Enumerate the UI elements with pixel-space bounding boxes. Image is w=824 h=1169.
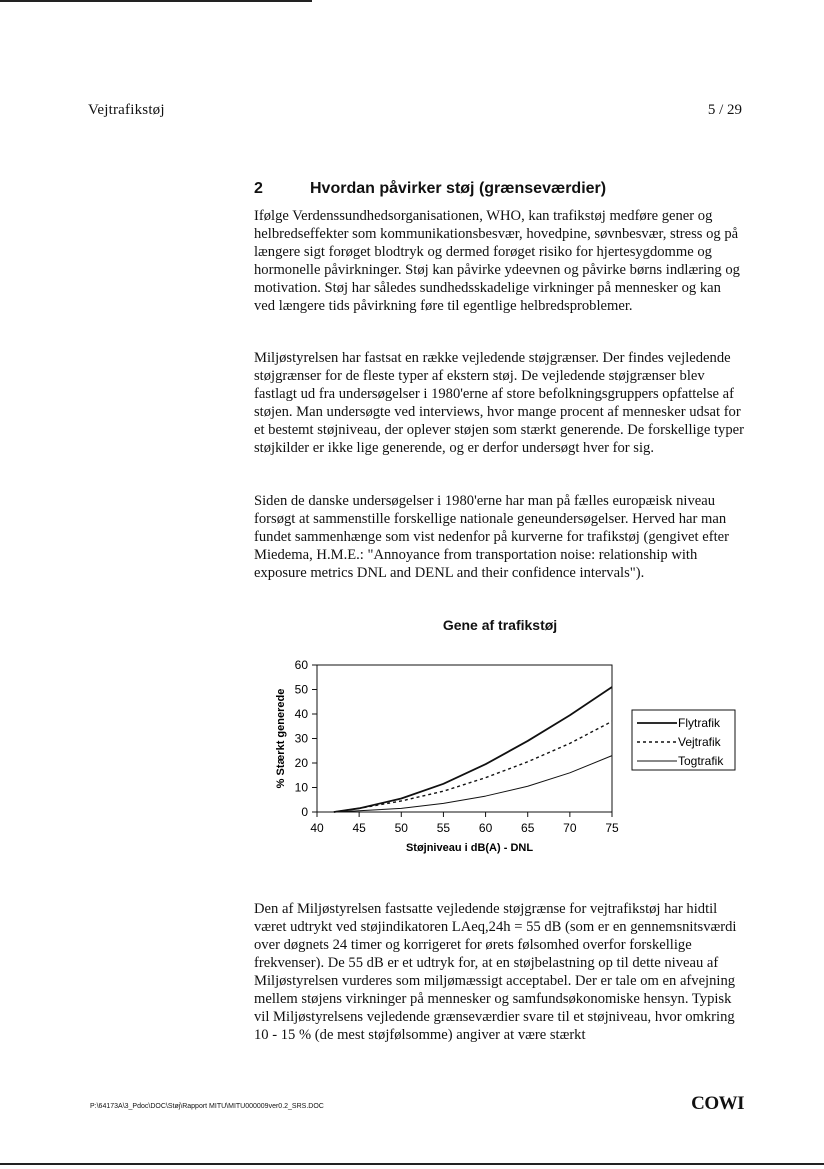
- chart-title: Gene af trafikstøj: [442, 617, 558, 633]
- running-title: Vejtrafikstøj: [88, 102, 165, 118]
- legend-label-togtrafik: Togtrafik: [678, 754, 724, 768]
- page-number: 5 / 29: [707, 102, 742, 118]
- section-heading: [254, 180, 744, 198]
- x-tick-label: 40: [310, 821, 324, 835]
- x-tick-label: 70: [563, 821, 577, 835]
- plot-frame: [317, 665, 612, 812]
- series-line-togtrafik: [334, 756, 612, 812]
- section-number: 2: [254, 180, 263, 197]
- series-line-flytrafik: [334, 687, 612, 812]
- paragraph-2: Miljøstyrelsen har fastsat en række vejledende støjgrænser. Der findes vejledende støjgrænser for de fleste typer af ekstern støj. De vejledende støjgrænser blev fastlagt ud fra undersøgelser i 1980'erne af store befolkningsgruppers opfattelse af støjen. Man undersøgte ved interviews, hvor mange procent af mennesker udsat for et bestemt støjniveau, der oplever støjen som stærkt generende. De forskellige typer støjkilder er ikke lige generende, og er derfor undersøgt hver for sig.: [254, 350, 744, 456]
- cowi-logo: COWI: [691, 1093, 744, 1114]
- legend-label-flytrafik: Flytrafik: [678, 716, 720, 730]
- y-tick-label: 30: [294, 731, 308, 746]
- x-tick-label: 60: [478, 821, 493, 835]
- y-tick-label: 50: [294, 682, 308, 697]
- x-tick-label: 45: [352, 821, 366, 835]
- footer-file-path: P:\64173A\3_Pdoc\DOC\Støj\Rapport MITU\MITU000009ver0.2_SRS.DOC: [90, 1103, 324, 1110]
- y-tick-label: 20: [294, 756, 308, 770]
- y-tick-label: 40: [294, 707, 308, 721]
- noise-annoyance-chart: [262, 650, 752, 870]
- x-tick-label: 50: [394, 821, 408, 835]
- y-tick-label: 0: [301, 805, 308, 819]
- legend-label-vejtrafik: Vejtrafik: [678, 735, 721, 749]
- top-rule: [0, 0, 312, 2]
- paragraph-4: Den af Miljøstyrelsen fastsatte vejledende støjgrænse for vejtrafikstøj har hidtil været udtrykt ved støjindikatoren LAeq,24h = 55 dB (som er en gennemsnitsværdi over døgnets 24 timer og korrigeret for ørets følsomhed overfor forskellige frekvenser). De 55 dB er et udtryk for, at en støjbelastning op til dette niveau af Miljøstyrelsen vurderes som miljømæssigt acceptabel. Der er tale om en afvejning mellem støjens virkninger på mennesker og samfundsøkonomiske hensyn. Typisk vil Miljøstyrelsens vejledende grænseværdier svare til et støjniveau, hvor omkring 10 - 15 % (de mest støjfølsomme) angiver at være stærkt: [254, 901, 737, 1043]
- x-tick-label: 55: [436, 821, 451, 835]
- section-title: Hvordan påvirker støj (grænseværdier): [310, 180, 607, 197]
- paragraph-1: Ifølge Verdenssundhedsorganisationen, WHO, kan trafikstøj medføre gener og helbredseffekter som kommunikationsbesvær, hovedpine, søvnbesvær, stress og på længere sigt forøget blodtryk og dermed forøget risiko for hjertesygdomme og hormonelle påvirkninger. Støj kan påvirke ydeevnen og påvirke børns indlæring og motivation. Støj har således sundhedsskadelige virkninger på mennesker og kan ved længere tids påvirkning føre til egentlige helbredsproblemer.: [254, 208, 740, 314]
- x-axis-label: Støjniveau i dB(A) - DNL: [405, 842, 534, 854]
- paragraph-3: Siden de danske undersøgelser i 1980'erne har man på fælles europæisk niveau forsøgt at sammenstille forskellige nationale geneundersøgelser. Herved har man fundet sammenhænge som vist nedenfor på kurverne for trafikstøj (gengivet efter Miedema, H.M.E.: "Annoyance from transportation noise: relationship with exposure metrics DNL and DENL and their confidence intervals").: [254, 493, 729, 581]
- y-axis-label: % Stærkt generede: [275, 688, 287, 789]
- x-tick-label: 65: [521, 821, 535, 835]
- x-tick-label: 75: [605, 821, 619, 835]
- y-tick-label: 60: [294, 658, 308, 672]
- y-tick-label: 10: [294, 780, 308, 795]
- bottom-rule: [0, 1163, 824, 1165]
